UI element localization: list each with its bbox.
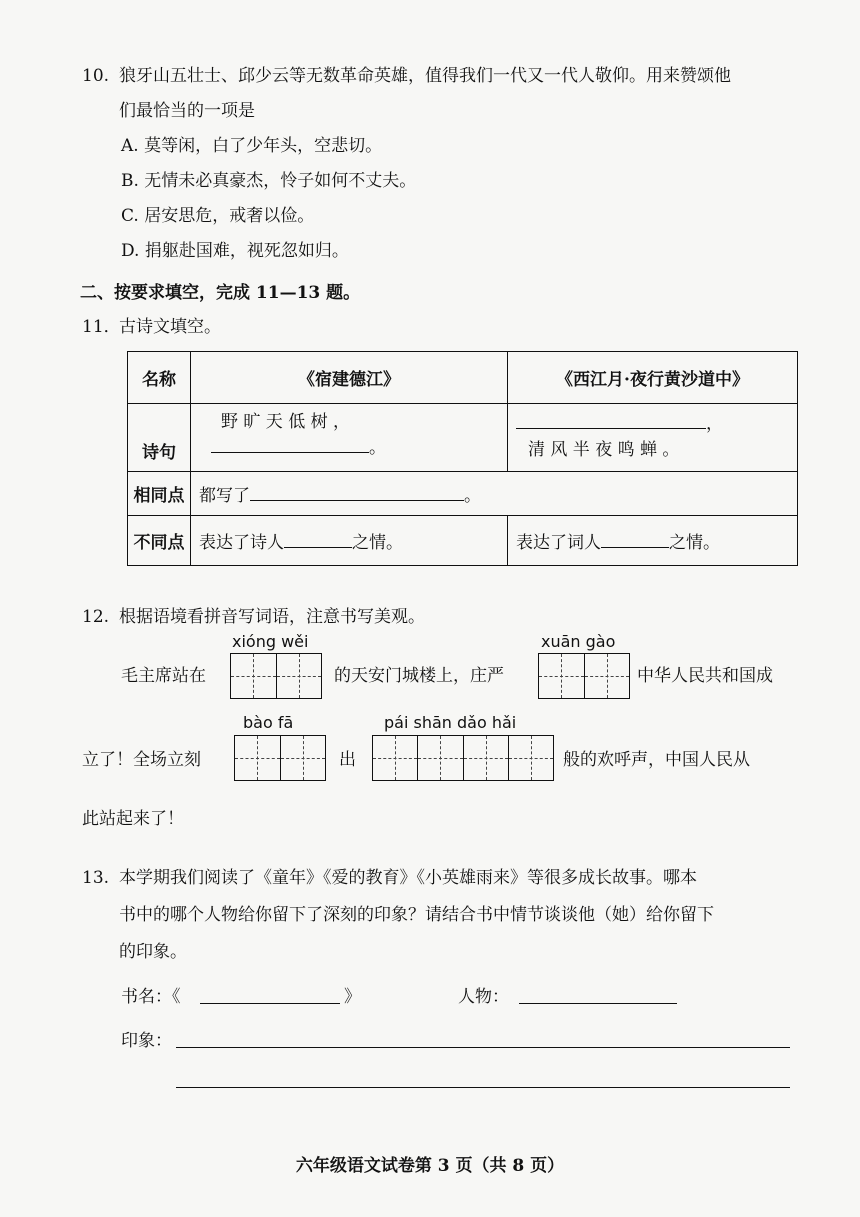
pinyin-paishandaohai: pái shān dǎo hǎi <box>384 713 517 732</box>
person-label: 人物： <box>458 987 509 1007</box>
poem-table <box>127 351 798 566</box>
person-blank[interactable] <box>519 1003 677 1004</box>
q10-option-d: D. 捐躯赴国难，视死忽如归。 <box>121 241 349 261</box>
q10-option-a: A. 莫等闲，白了少年头，空悲切。 <box>121 136 383 156</box>
poem2-blank-row <box>516 404 789 436</box>
q10-option-b: B. 无情未必真豪杰，怜子如何不丈夫。 <box>121 171 417 191</box>
q12-text2: 的天安门城楼上，庄严 <box>334 666 504 686</box>
pinyin-xuangao: xuān gào <box>541 632 616 651</box>
page-footer: 六年级语文试卷第 3 页（共 8 页） <box>295 1156 565 1176</box>
diff2-suffix: 之情。 <box>669 533 720 553</box>
table-header-label: 名称 <box>128 352 191 404</box>
same-label: 相同点 <box>128 472 191 516</box>
poem1-title: 《宿建德江》 <box>191 352 508 404</box>
q13-stem-line1: 本学期我们阅读了《童年》《爱的教育》《小英雄雨来》等很多成长故事。哪本 <box>119 868 697 888</box>
book-end: 》 <box>344 987 361 1007</box>
q12-text7: 此站起来了！ <box>82 809 184 829</box>
impression-line-1[interactable] <box>176 1047 790 1048</box>
answer-box-paishandaohai[interactable] <box>372 735 554 781</box>
answer-box-baofa[interactable] <box>234 735 326 781</box>
q13-stem-line3: 的印象。 <box>119 942 187 962</box>
q11-stem: 古诗文填空。 <box>119 317 221 337</box>
same-blank[interactable] <box>250 482 464 501</box>
q10-option-c: C. 居安思危，戒奢以俭。 <box>121 206 315 226</box>
impression-line-2[interactable] <box>176 1087 790 1088</box>
poem1-line: 野 旷 天 低 树 ， <box>221 412 351 432</box>
same-content <box>191 472 798 516</box>
pinyin-baofa: bào fā <box>243 713 294 732</box>
q12-stem: 根据语境看拼音写词语，注意书写美观。 <box>119 607 425 627</box>
poem2-line: 清 风 半 夜 鸣 蝉 。 <box>528 440 680 460</box>
q10-stem-line2: 们最恰当的一项是 <box>119 101 255 121</box>
same-prefix: 都写了 <box>199 486 250 506</box>
q13-stem-line2: 书中的哪个人物给你留下了深刻的印象？请结合书中情节谈谈他（她）给你留下 <box>119 905 714 925</box>
diff2-blank[interactable] <box>601 529 669 548</box>
diff2-content <box>508 516 798 566</box>
diff1-blank[interactable] <box>284 529 352 548</box>
q13-number: 13. <box>82 868 110 888</box>
diff2-prefix: 表达了词人 <box>516 533 601 553</box>
q12-text3: 中华人民共和国成 <box>637 666 773 686</box>
answer-box-xiongwei[interactable] <box>230 653 322 699</box>
poem1-blank-row <box>199 434 499 462</box>
poem1-blank[interactable] <box>211 434 369 453</box>
q12-text4: 立了！全场立刻 <box>82 750 201 770</box>
diff-label: 不同点 <box>128 516 191 566</box>
poem2-end: ， <box>706 414 723 434</box>
poem1-end: 。 <box>369 438 386 458</box>
q12-text1: 毛主席站在 <box>121 666 206 686</box>
section2-title: 二、按要求填空，完成 11—13 题。 <box>80 283 361 303</box>
poem2-lines <box>508 404 798 472</box>
poem2-blank[interactable] <box>516 410 706 429</box>
q10-number: 10. <box>82 66 110 86</box>
pinyin-xiongwei: xióng wěi <box>232 632 309 651</box>
book-blank[interactable] <box>200 1003 340 1004</box>
row-poem-label: 诗句 <box>128 404 191 472</box>
q12-number: 12. <box>82 607 110 627</box>
q11-number: 11． <box>82 317 121 337</box>
poem2-title: 《西江月·夜行黄沙道中》 <box>508 352 798 404</box>
diff1-prefix: 表达了诗人 <box>199 533 284 553</box>
q12-text5: 出 <box>339 750 356 770</box>
poem1-lines <box>191 404 508 472</box>
q12-text6: 般的欢呼声，中国人民从 <box>563 750 750 770</box>
same-end: 。 <box>464 486 481 506</box>
answer-box-xuangao[interactable] <box>538 653 630 699</box>
diff1-suffix: 之情。 <box>352 533 403 553</box>
diff1-content <box>191 516 508 566</box>
impression-label: 印象： <box>121 1031 172 1051</box>
q10-stem-line1: 狼牙山五壮士、邱少云等无数革命英雄，值得我们一代又一代人敬仰。用来赞颂他 <box>119 66 731 86</box>
book-label: 书名：《 <box>121 987 181 1007</box>
